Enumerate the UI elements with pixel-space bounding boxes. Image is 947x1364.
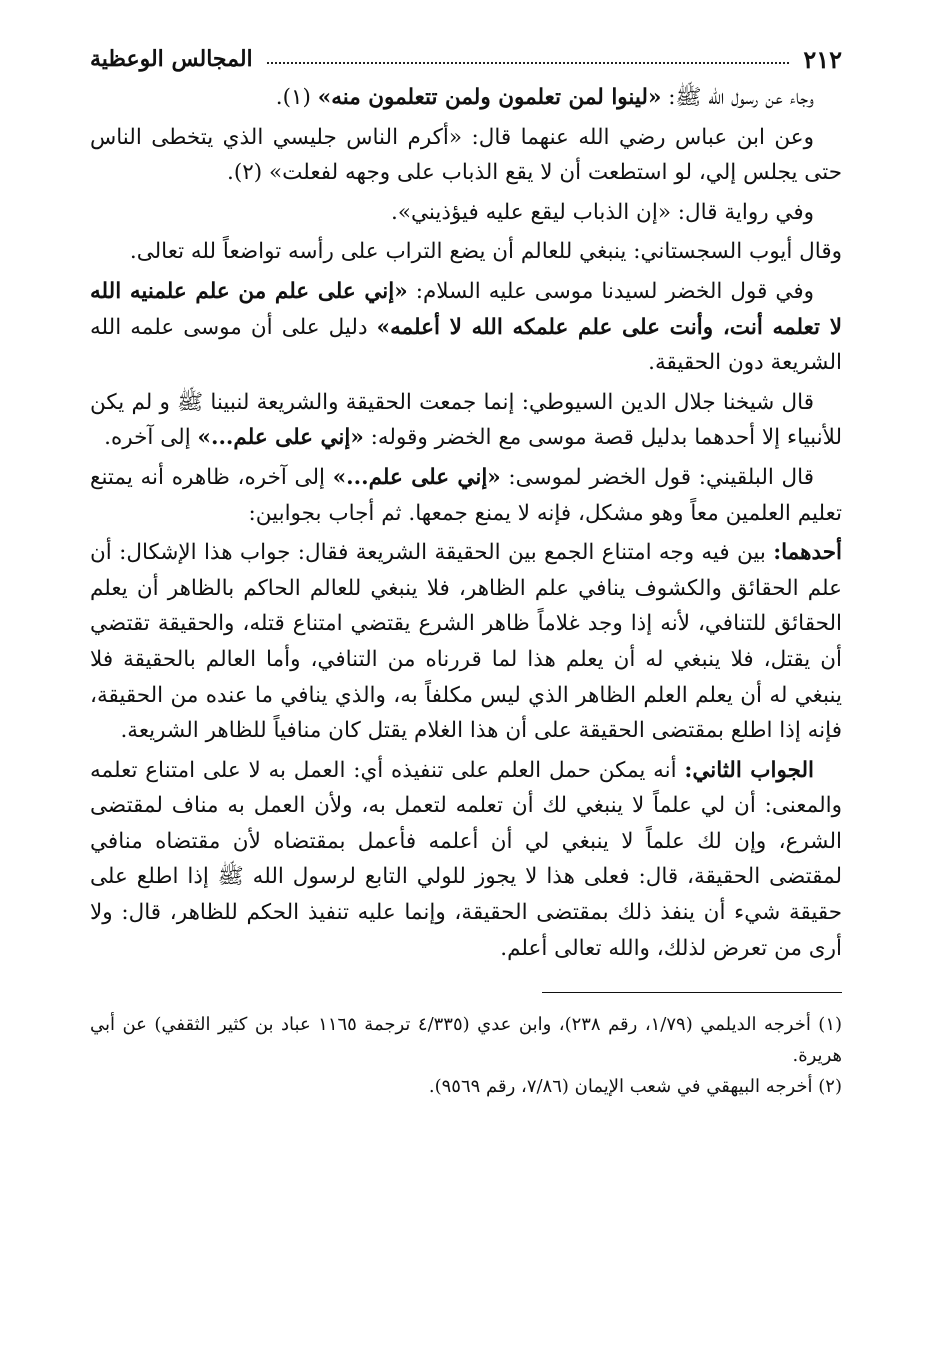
page-header bbox=[90, 40, 842, 78]
footnote-1: (١) أخرجه الديلمي (١/٧٩، رقم ٢٣٨)، وابن عدي (٤/٣٣٥ ترجمة ١١٦٥ عباد بن كثير الثقفي) عن أبي هريرة. bbox=[90, 1014, 843, 1067]
book-page bbox=[90, 40, 842, 1330]
paragraph-4: وقال أيوب السجستاني: ينبغي للعالم أن يضع التراب على رأسه تواضعاً لله تعالى. bbox=[129, 239, 842, 265]
paragraph-9: الجواب الثاني: أنه يمكن حمل العلم على تنفيذه أي: العمل به لا على امتناع تعلمه والمعنى: أن لي علماً لا ينبغي لك أن تعلمه لتعمل به، ولأن العمل به مناف لمقتضى الشرع، وإن لك علماً لا ينبغي لي أن أعلمه فأعمل بمقتضاه لأن مقتضاه منافي لمقتضى الحقيقة، قال: فعلى هذا لا يجوز للولي التابع لرسول الله ﷺ إذا اطلع على حقيقة شيء أن ينفذ ذلك بمقتضى الحقيقة، وإنما عليه تنفيذ الحكم للظاهر، قال: ولا أرى من تعرض لذلك، والله تعالى أعلم. bbox=[90, 757, 842, 961]
paragraph-6: قال شيخنا جلال الدين السيوطي: إنما جمعت الحقيقة والشريعة لنبينا ﷺ و لم يكن للأنبياء إلا أحدهما بدليل قصة موسى مع الخضر وقوله: «إني على علم...» إلى آخره. bbox=[90, 389, 842, 451]
paragraph-8: أحدهما: بين فيه وجه امتناع الجمع بين الحقيقة الشريعة فقال: جواب هذا الإشكال: أن علم الحقائق والكشوف ينافي علم الظاهر، فلا ينبغي للعالم الحاكم بالظاهر أن يعلم الحقائق للتنافي، لأنه إذا وجد غلاماً ظاهر الشرع يقتضي امتناع قتله، والحقيقة تقتضي أن يقتل، فلا ينبغي له أن يعلم هذا لما قررناه من التنافي، وأما العالم بالحقيقة فلا ينبغي له أن يعلم العلم الظاهر الذي ليس مكلفاً به، والذي ينافي ما عنده من الحقيقة، فإنه إذا اطلع بمقتضى الحقيقة على أن هذا الغلام يقتل كان منافياً للظاهر الشريعة. bbox=[90, 540, 842, 744]
footnote-divider bbox=[542, 992, 842, 993]
footnote-2: (٢) أخرجه البيهقي في شعب الإيمان (٧/٨٦، رقم ٩٥٦٩). bbox=[428, 1076, 842, 1098]
body-text bbox=[90, 80, 842, 966]
header-dotted-leader bbox=[267, 62, 790, 64]
footnotes bbox=[90, 1009, 842, 1102]
paragraph-3: وفي رواية قال: «إن الذباب ليقع عليه فيؤذيني». bbox=[390, 199, 814, 225]
running-title: المجالس الوعظية bbox=[90, 46, 253, 72]
paragraph-1: وجاء عن رسول الله ﷺ: «لينوا لمن تعلمون ولمن تتعلمون منه» (١). bbox=[275, 85, 814, 110]
paragraph-7: قال البلقيني: قول الخضر لموسى: «إني على علم...» إلى آخره، ظاهره أنه يمتنع تعليم العلمين معاً وهو مشكل، فإنه لا يمنع جمعها. ثم أجاب بجوابين: bbox=[90, 464, 842, 526]
paragraph-2: وعن ابن عباس رضي الله عنهما قال: «أكرم الناس جليسي الذي يتخطى الناس حتى يجلس إلي، لو استطعت أن لا يقع الذباب على وجهه لفعلت» (٢). bbox=[90, 124, 842, 186]
paragraph-5: وفي قول الخضر لسيدنا موسى عليه السلام: «إني على علم من علم علمنيه الله لا تعلمه أنت، وأنت على علم علمكه الله لا أعلمه» دليل على أن موسى علمه الله الشريعة دون الحقيقة. bbox=[90, 278, 842, 376]
page-number: ٢١٢ bbox=[803, 44, 842, 74]
